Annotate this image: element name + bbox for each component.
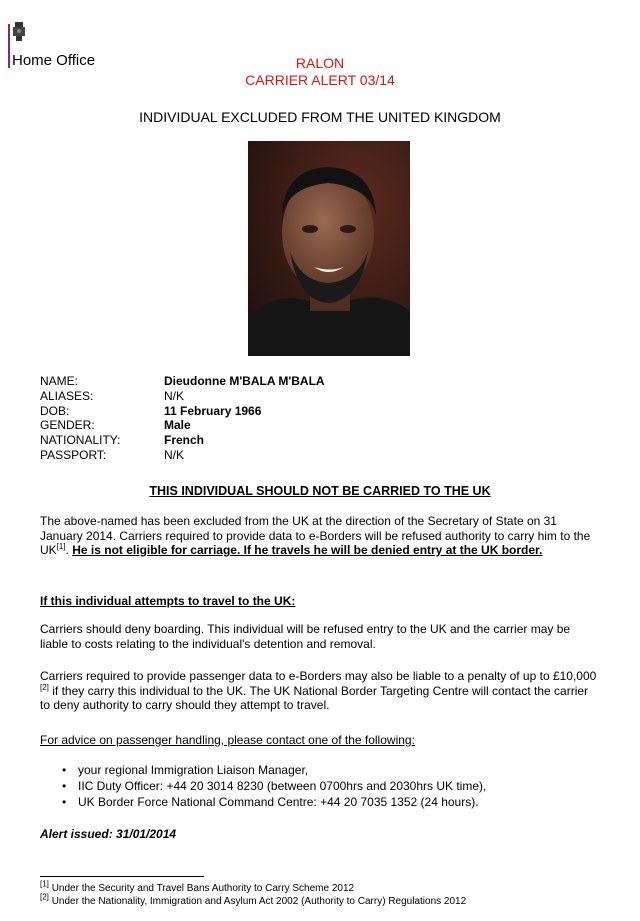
detail-label: ALIASES: [40,388,94,403]
detail-value: N/K [164,447,185,462]
detail-row-nationality [40,433,325,448]
contact-list [62,762,486,810]
detail-label: DOB: [40,403,70,418]
warning-heading: THIS INDIVIDUAL SHOULD NOT BE CARRIED TO THE UK [149,484,491,498]
penalty-paragraph [40,669,600,713]
exclusion-text: The above-named has been excluded from the UK at the direction of the Secretary of State on 31 January 2014. Carriers required to provide data to e-Borders will be refused authority to carry him to the UK [40,514,591,557]
exclusion-paragraph [40,514,600,558]
advice-heading: For advice on passenger handling, please contact one of the following: [40,733,415,747]
penalty-text: Carriers required to provide passenger data to e-Borders may also be liable to a penalty of up to £10,000 [40,669,597,683]
detail-label: PASSPORT: [40,447,107,462]
alert-issued-date: Alert issued: 31/01/2014 [40,827,177,841]
detail-value: 11 February 1966 [164,403,262,418]
carriage-warning: He is not eligible for carriage. If he travels he will be denied entry at the UK border. [72,543,543,557]
detail-label: GENDER: [40,418,95,433]
deny-boarding-paragraph: Carriers should deny boarding. This individual will be refused entry to the UK and the carrier may be liable to costs relating to the individual's detention and removal. [40,622,571,651]
alert-header-line1: RALON [295,55,345,71]
detail-label: NATIONALITY: [40,433,121,448]
detail-row-aliases [40,389,325,404]
footnotes [40,879,467,908]
list-item: • your regional Immigration Liaison Manager, [62,762,486,778]
footnote-mark: [1] [40,879,49,889]
alert-header-line2: CARRIER ALERT 03/14 [245,72,395,88]
footnote-text: Under the Nationality, Immigration and Asylum Act 2002 (Authority to Carry) Regulations 2012 [51,896,467,907]
footnote-1 [40,879,466,895]
subject-photo [248,141,410,356]
details-table [40,374,325,463]
list-item: • IIC Duty Officer: +44 20 3014 8230 (between 0700hrs and 2030hrs UK time), [62,778,486,794]
detail-value: N/K [164,388,185,403]
footnote-2 [40,892,467,908]
royal-crest-icon [12,22,26,42]
detail-label: NAME: [40,374,79,388]
penalty-text-end: if they carry this individual to the UK. The UK National Border Targeting Centre will contact the carrier to deny authority to carry should they attempt to travel. [40,683,589,712]
detail-row-dob [40,404,325,419]
alert-header [0,55,640,89]
detail-value: Dieudonne M'BALA M'BALA [164,374,325,388]
exclusion-tail: . [65,543,73,557]
footnote-text: Under the Security and Travel Bans Authority to Carry Scheme 2012 [51,883,355,894]
list-item: • UK Border Force National Command Centre: +44 20 7035 1352 (24 hours). [62,794,486,810]
travel-attempt-heading: If this individual attempts to travel to the UK: [40,594,296,608]
home-office-logo-text: Home Office [12,52,96,69]
detail-row-gender [40,418,325,433]
detail-row-name [40,374,325,389]
footnote-ref-2: [2] [40,682,49,692]
detail-row-passport [40,448,325,463]
page-title: INDIVIDUAL EXCLUDED FROM THE UNITED KINGDOM [139,109,501,125]
detail-value: Male [164,418,191,433]
footnote-ref-1: [1] [56,542,66,551]
footnote-divider [40,876,204,877]
footnote-mark: [2] [40,892,49,902]
detail-value: French [164,433,205,448]
